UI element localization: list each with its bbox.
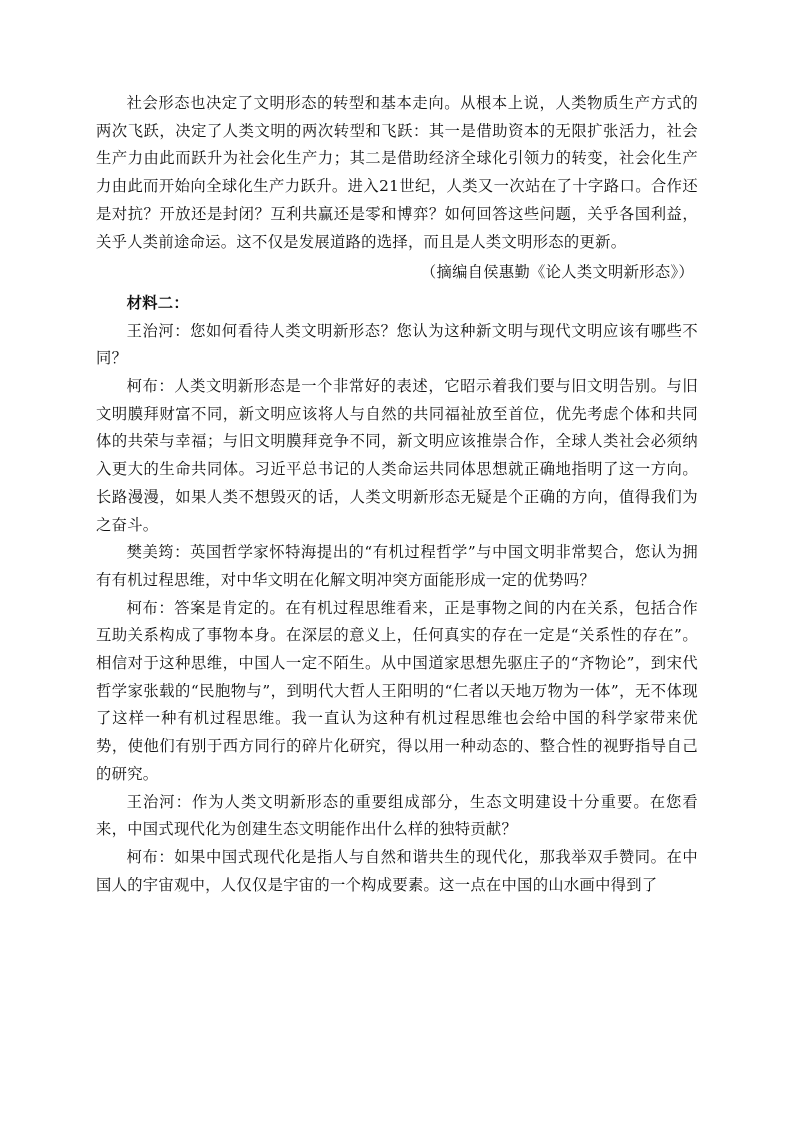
document-body [96, 90, 698, 899]
section-heading-material-two: 材料二： [126, 293, 189, 312]
paragraph-question-1: 王治河：您如何看待人类文明新形态？您认为这种新文明与现代文明应该有哪些不同？ [96, 321, 698, 368]
paragraph-answer-2: 柯布：答案是肯定的。在有机过程思维看来，正是事物之间的内在关系，包括合作互助关系构成了事物本身。在深层的意义上，任何真实的存在一定是“关系性的存在”。相信对于这种思维，中国人一定不陌生。从中国道家思想先驱庄子的“齐物论”，到宋代哲学家张载的“民胞物与”，到明代大哲人王阳明的“仁者以天地万物为一体”，无不体现了这样一种有机过程思维。我一直认为这种有机过程思维也会给中国的科学家带来优势，使他们有别于西方同行的碎片化研究，得以用一种动态的、整合性的视野指导自己的研究。 [96, 598, 698, 783]
paragraph-question-2: 樊美筠：英国哲学家怀特海提出的“有机过程哲学”与中国文明非常契合，您认为拥有有机过程思维，对中华文明在化解文明冲突方面能形成一定的优势吗？ [96, 543, 698, 589]
source-citation: （摘编自侯惠勤《论人类文明新形态》） [420, 263, 694, 282]
paragraph-answer-1: 柯布：人类文明新形态是一个非常好的表述，它昭示着我们要与旧文明告别。与旧文明膜拜财富不同，新文明应该将人与自然的共同福祉放至首位，优先考虑个体和共同体的共荣与幸福；与旧文明膜拜竞争不同，新文明应该推崇合作，全球人类社会必须纳入更大的生命共同体。习近平总书记的人类命运共同体思想就正确地指明了这一方向。长路漫漫，如果人类不想毁灭的话，人类文明新形态无疑是个正确的方向，值得我们为之奋斗。 [96, 377, 698, 534]
paragraph-answer-3: 柯布：如果中国式现代化是指人与自然和谐共生的现代化，那我举双手赞同。在中国人的宇宙观中，人仅仅是宇宙的一个构成要素。这一点在中国的山水画中得到了 [96, 847, 698, 894]
paragraph-question-3: 王治河：作为人类文明新形态的重要组成部分，生态文明建设十分重要。在您看来，中国式现代化为创建生态文明能作出什么样的独特贡献？ [96, 792, 698, 839]
paragraph-social-form: 社会形态也决定了文明形态的转型和基本走向。从根本上说，人类物质生产方式的两次飞跃，决定了人类文明的两次转型和飞跃：其一是借助资本的无限扩张活力，社会生产力由此而跃升为社会化生产力；其二是借助经济全球化引领力的转变，社会化生产力由此而开始向全球化生产力跃升。进入21世纪，人类又一次站在了十字路口。合作还是对抗？开放还是封闭？互利共赢还是零和博弈？如何回答这些问题，关乎各国利益，关乎人类前途命运。这不仅是发展道路的选择，而且是人类文明形态的更新。 [96, 94, 698, 251]
